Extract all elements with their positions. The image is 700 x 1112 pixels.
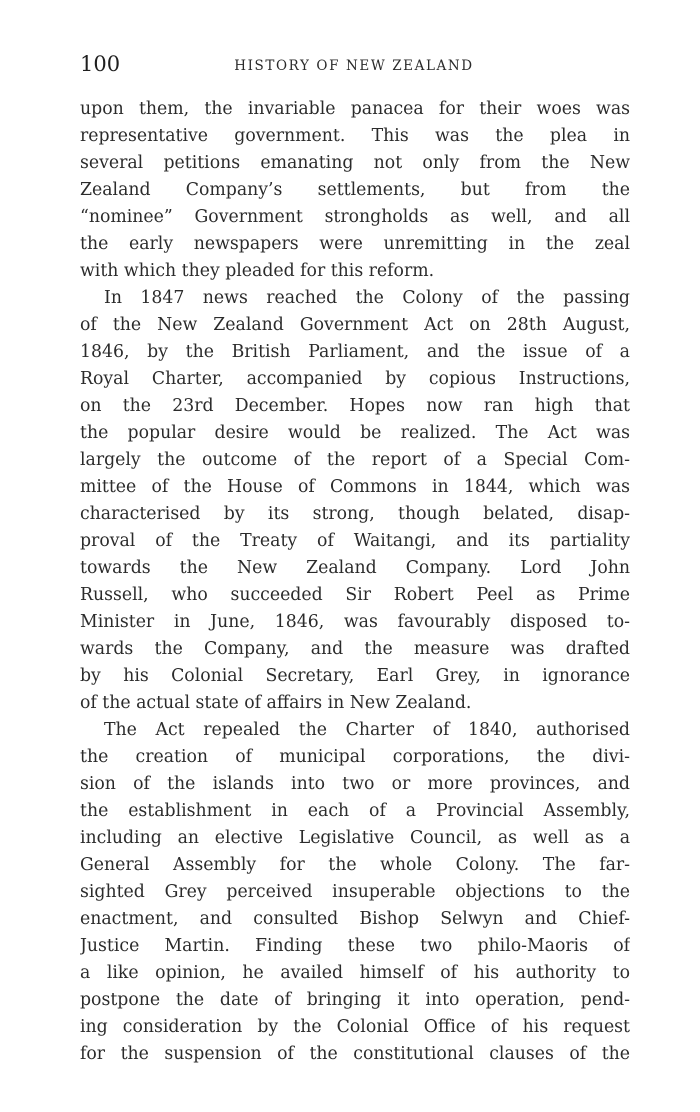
text-line: the creation of municipal corporations, the divi- [80, 747, 630, 767]
text-line: 1846, by the British Parliament, and the issue of a [80, 342, 630, 362]
text-line: for the suspension of the constitutional clauses of the [80, 1044, 630, 1064]
text-line: including an elective Legislative Council, as well as a [80, 828, 630, 848]
text-line: sighted Grey perceived insuperable objections to the [80, 882, 630, 902]
text-line: of the actual state of affairs in New Zealand. [80, 693, 472, 713]
text-line: on the 23rd December. Hopes now ran high that [80, 396, 630, 416]
text-line: Minister in June, 1846, was favourably disposed to- [80, 612, 630, 632]
body-text [80, 96, 630, 1068]
running-title: HISTORY OF NEW ZEALAND [234, 58, 474, 74]
text-line: Justice Martin. Finding these two philo-Maoris of [80, 936, 630, 956]
text-line: characterised by its strong, though belated, disap- [80, 504, 630, 524]
text-line: enactment, and consulted Bishop Selwyn and Chief- [80, 909, 630, 929]
text-line: several petitions emanating not only from the New [80, 153, 630, 173]
text-line: largely the outcome of the report of a Special Com- [80, 450, 630, 470]
text-line: In 1847 news reached the Colony of the passing [104, 288, 630, 308]
text-line: The Act repealed the Charter of 1840, authorised [104, 720, 630, 740]
text-line: by his Colonial Secretary, Earl Grey, in ignorance [80, 666, 630, 686]
text-line: mittee of the House of Commons in 1844, which was [80, 477, 630, 497]
text-line: ing consideration by the Colonial Office of his request [80, 1017, 630, 1037]
text-line: sion of the islands into two or more provinces, and [80, 774, 630, 794]
page-number: 100 [80, 52, 121, 76]
text-line: the popular desire would be realized. The Act was [80, 423, 630, 443]
text-line: of the New Zealand Government Act on 28th August, [80, 315, 630, 335]
text-line: a like opinion, he availed himself of his authority to [80, 963, 630, 983]
text-line: “nominee” Government strongholds as well, and all [80, 207, 630, 227]
text-line: the early newspapers were unremitting in the zeal [80, 234, 630, 254]
text-line: towards the New Zealand Company. Lord John [80, 558, 630, 578]
text-line: proval of the Treaty of Waitangi, and its partiality [80, 531, 630, 551]
text-line: representative government. This was the plea in [80, 126, 630, 146]
text-line: upon them, the invariable panacea for their woes was [80, 99, 630, 119]
text-line: postpone the date of bringing it into operation, pend- [80, 990, 630, 1010]
text-line: Royal Charter, accompanied by copious Instructions, [80, 369, 630, 389]
text-line: the establishment in each of a Provincial Assembly, [80, 801, 630, 821]
text-line: with which they pleaded for this reform. [80, 261, 435, 281]
text-line: General Assembly for the whole Colony. The far- [80, 855, 630, 875]
text-line: Zealand Company’s settlements, but from the [80, 180, 630, 200]
text-line: Russell, who succeeded Sir Robert Peel as Prime [80, 585, 630, 605]
text-line: wards the Company, and the measure was drafted [80, 639, 630, 659]
running-head [80, 52, 628, 82]
